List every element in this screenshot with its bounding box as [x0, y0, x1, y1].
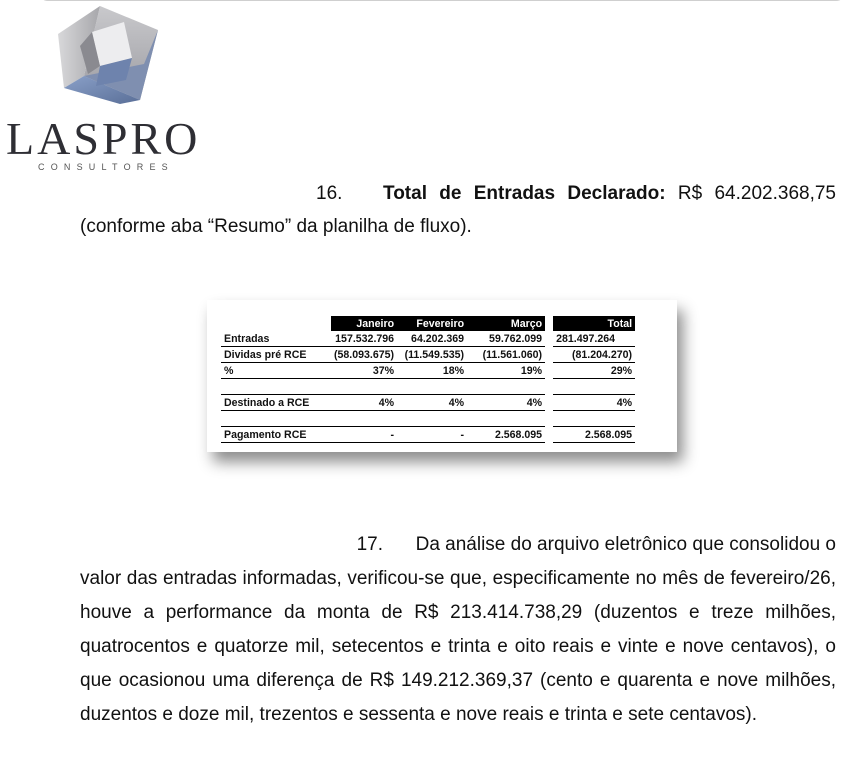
table-cell: 4%: [331, 395, 397, 411]
paragraph-17: [80, 528, 836, 732]
laspro-logo: [0, 0, 230, 185]
table-cell: (11.549.535): [397, 347, 467, 363]
table-cell: -: [331, 427, 397, 443]
table-cell: 2.568.095: [467, 427, 545, 443]
table-cell: 2.568.095: [553, 427, 635, 443]
column-header: Janeiro: [331, 316, 397, 331]
row-label: Entradas: [221, 331, 331, 347]
table-row: [221, 363, 635, 379]
table-row: [221, 347, 635, 363]
table-header-row: [221, 316, 635, 331]
column-header: Março: [467, 316, 545, 331]
table-cell: 157.532.796: [331, 331, 397, 347]
table-cell: 19%: [467, 363, 545, 379]
table-cell: 18%: [397, 363, 467, 379]
table-row: [221, 427, 635, 443]
table-cell: 64.202.369: [397, 331, 467, 347]
row-label: Dividas pré RCE: [221, 347, 331, 363]
table-cell: 29%: [553, 363, 635, 379]
paragraph-number-17: 17.: [356, 534, 384, 555]
column-gap: [545, 331, 553, 347]
logo-subtitle: CONSULTORES: [38, 162, 174, 172]
column-gap: [545, 347, 553, 363]
paragraph-16-continuation: (conforme aba “Resumo” da planilha de fluxo).: [80, 216, 472, 237]
row-label: Destinado a RCE: [221, 395, 331, 411]
paragraph-number-16: 16.: [316, 183, 343, 204]
table-cell: (58.093.675): [331, 347, 397, 363]
column-gap: [545, 427, 553, 443]
column-gap: [545, 395, 553, 411]
table-cell: 37%: [331, 363, 397, 379]
table-cell: -: [397, 427, 467, 443]
paragraph-17-first-line: [80, 528, 836, 562]
cube-logo-icon: [40, 0, 210, 112]
column-gap: [545, 363, 553, 379]
table-row: [221, 395, 635, 411]
paragraph-16-heading-line: [383, 183, 836, 205]
table-cell: 4%: [467, 395, 545, 411]
column-gap: [545, 316, 553, 331]
column-header: Fevereiro: [397, 316, 467, 331]
row-label: Pagamento RCE: [221, 427, 331, 443]
table-cell: 59.762.099: [467, 331, 545, 347]
table-cell: (11.561.060): [467, 347, 545, 363]
table-spacer-row: [221, 379, 635, 395]
table-cell: 281.497.264: [553, 331, 635, 347]
table-spacer-row: [221, 411, 635, 427]
column-header: Total: [553, 316, 635, 331]
logo-wordmark: LASPRO: [6, 113, 201, 164]
paragraph-17-body: valor das entradas informadas, verificou-se que, especificamente no mês de fevereiro/26, houve a performance da monta de R$ 213.414.738,29 (duzentos e treze milhões, quatrocentos e quatorze mil, setecentos e trinta e oito reais e vinte e nove centavos), o que ocasionou uma diferença de R$ 149.212.369,37 (cento e quarenta e nove milhões, duzentos e doze mil, trezentos e sessenta e nove reais e trinta e sete centavos).: [80, 568, 836, 725]
table-row: [221, 331, 635, 347]
paragraph-16-amount: R$ 64.202.368,75: [677, 183, 836, 204]
table-cell: 4%: [553, 395, 635, 411]
cash-flow-table: [221, 316, 635, 443]
paragraph-16-heading: Total de Entradas Declarado:: [383, 183, 666, 204]
summary-table-image: [207, 300, 677, 452]
table-cell: 4%: [397, 395, 467, 411]
table-cell: (81.204.270): [553, 347, 635, 363]
table-corner: [221, 316, 331, 331]
paragraph-17-lead: Da análise do arquivo eletrônico que consolidou o: [415, 534, 836, 555]
row-label: %: [221, 363, 331, 379]
